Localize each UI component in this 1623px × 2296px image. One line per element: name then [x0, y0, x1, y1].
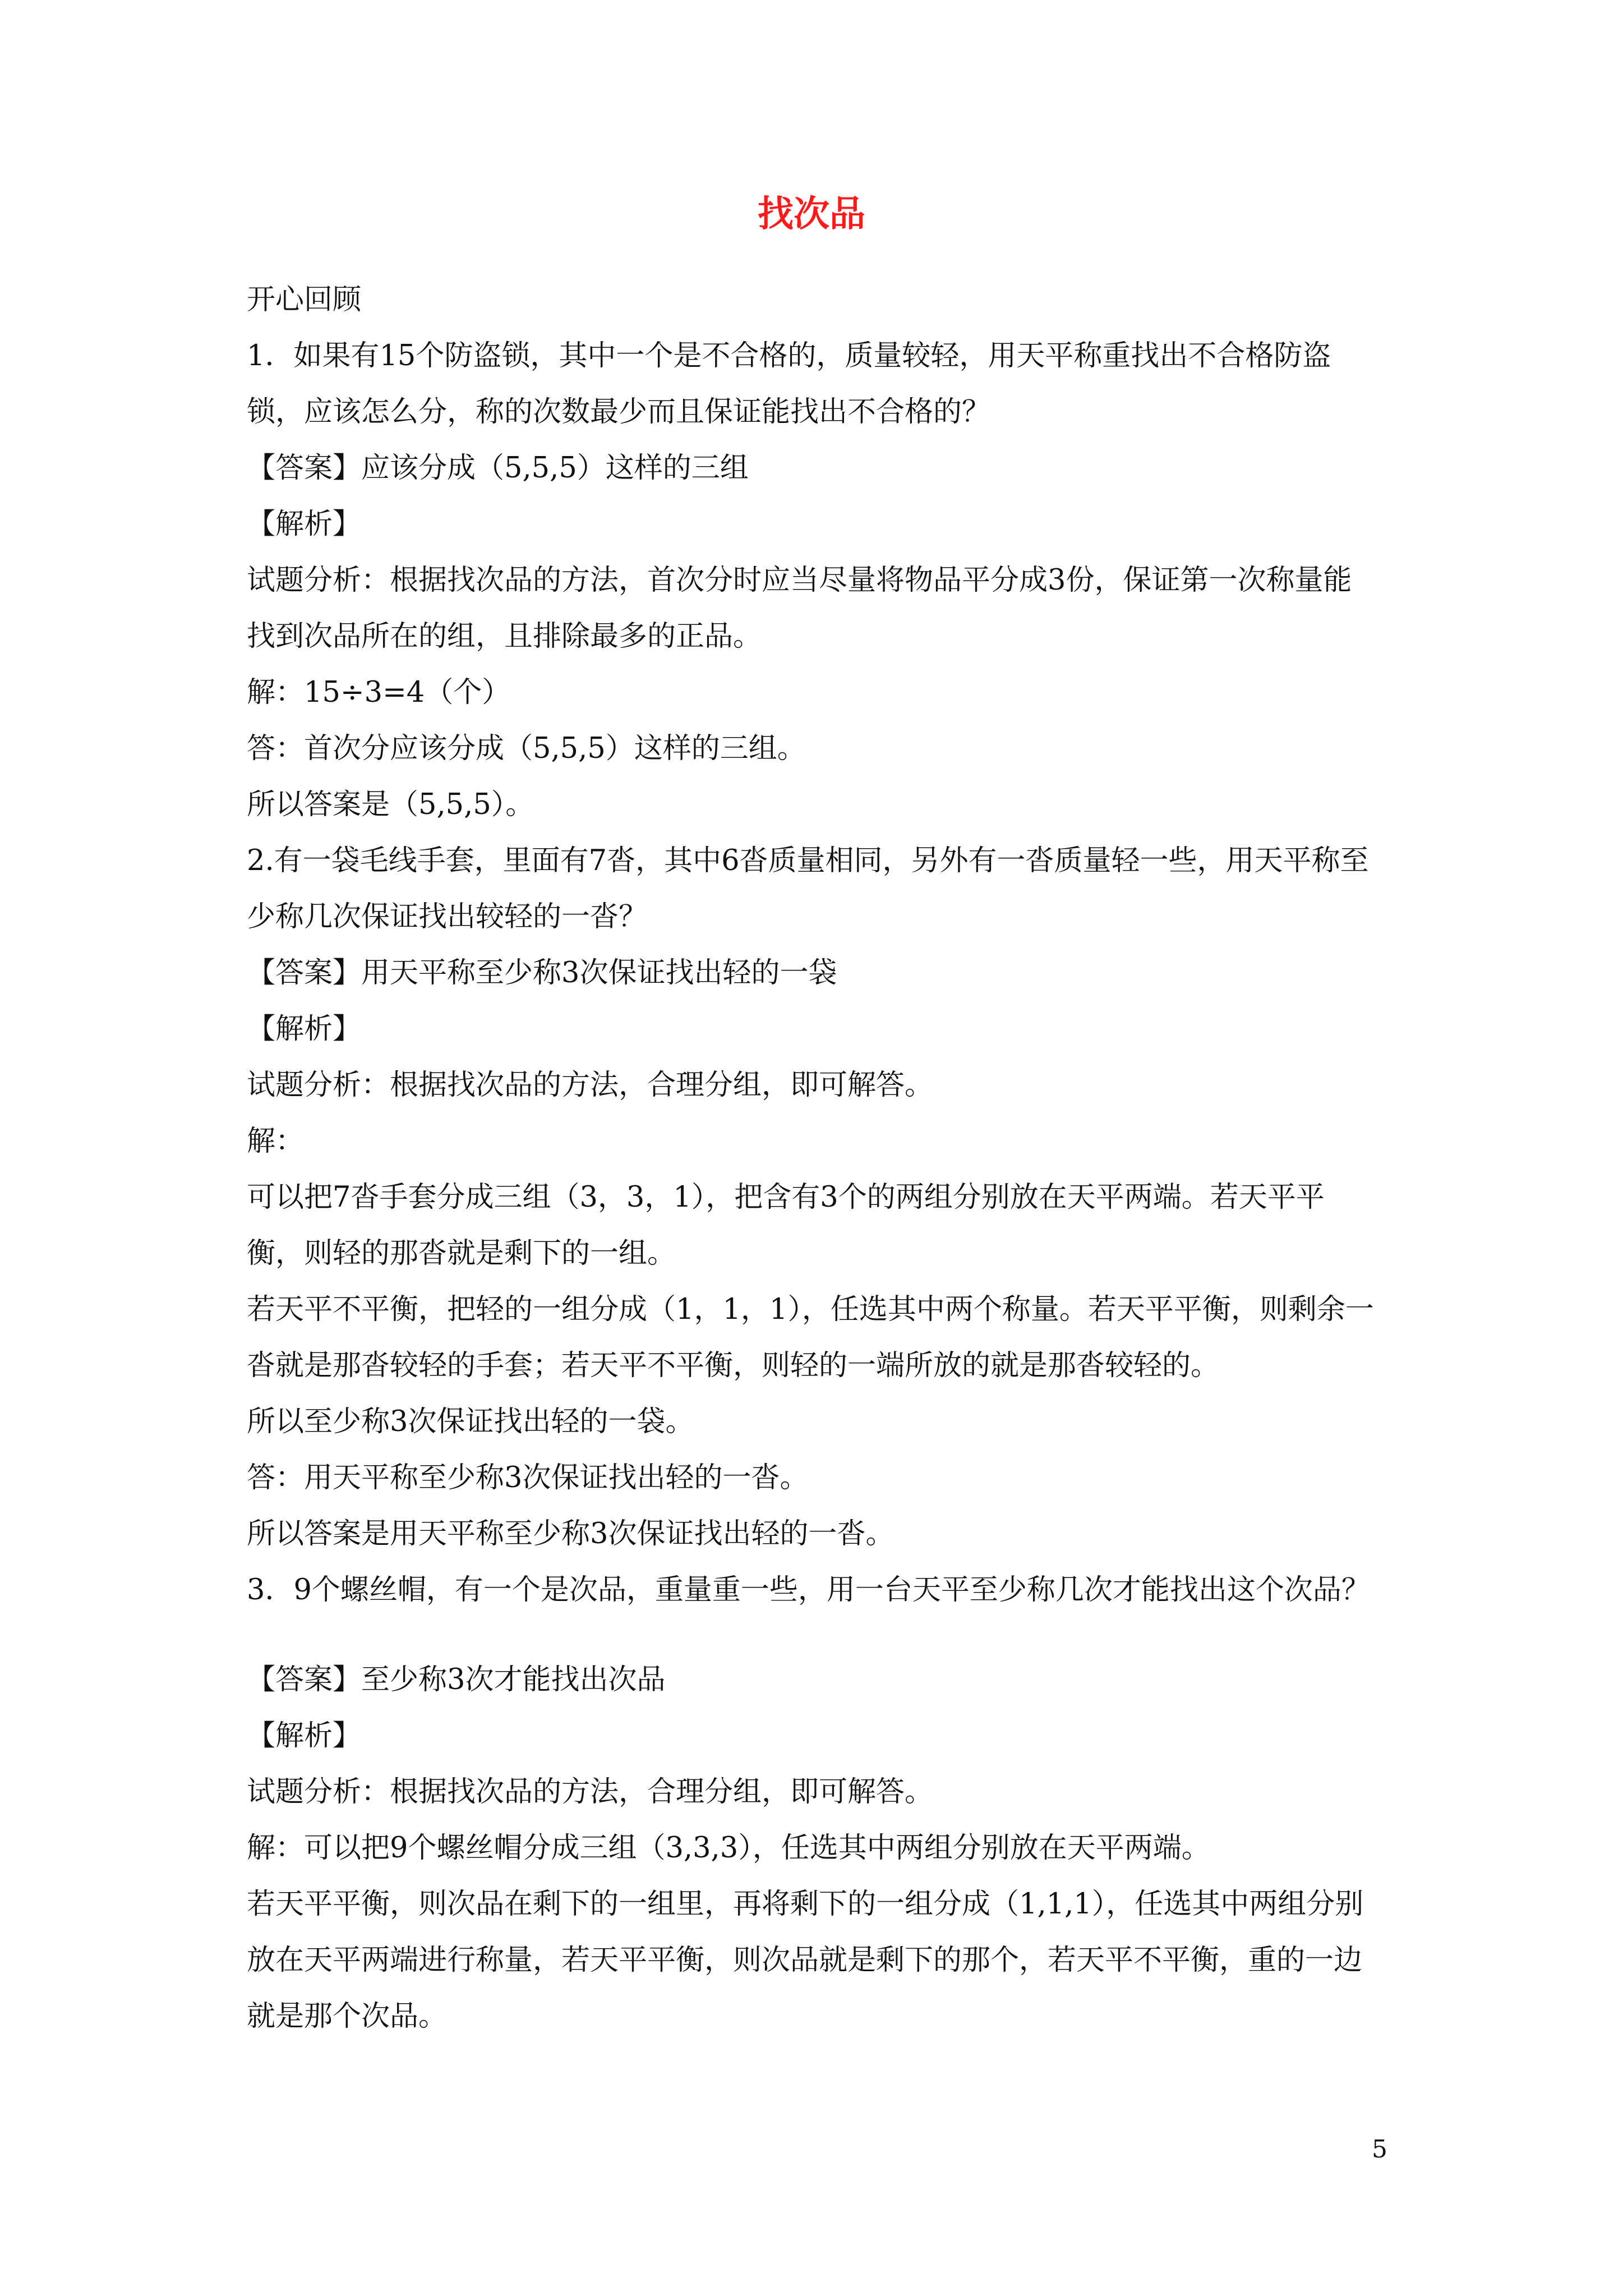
analysis-label-2: 【解析】 [247, 1013, 362, 1046]
reply-1: 答：首次分应该分成（5,5,5）这样的三组。 [247, 732, 806, 765]
solution-3-step-2: 若天平平衡，则次品在剩下的一组里，再将剩下的一组分成（1,1,1），任选其中两组分别放在天平两端进行称量，若天平平衡，则次品就是剩下的那个，若天平不平衡，重的一边就是那个次品。 [247, 1888, 1364, 2033]
page-number: 5 [1372, 2135, 1387, 2164]
answer-1: 【答案】应该分成（5,5,5）这样的三组 [247, 452, 749, 485]
solution-2-result: 所以至少称3次保证找出轻的一袋。 [247, 1405, 694, 1438]
solution-3-step-1: 解：可以把9个螺丝帽分成三组（3,3,3），任选其中两组分别放在天平两端。 [247, 1832, 1210, 1865]
conclusion-1: 所以答案是（5,5,5）。 [247, 788, 534, 821]
solution-1: 解：15÷3=4（个） [247, 676, 511, 709]
solution-2-step-2: 若天平不平衡，把轻的一组分成（1，1，1），任选其中两个称量。若天平平衡，则剩余一沓就是那沓较轻的手套；若天平不平衡，则轻的一端所放的就是那沓较轻的。 [247, 1293, 1374, 1382]
analysis-label-3: 【解析】 [247, 1719, 362, 1752]
solution-label-2: 解： [247, 1125, 305, 1158]
conclusion-2: 所以答案是用天平称至少称3次保证找出轻的一沓。 [247, 1517, 895, 1550]
analysis-text-3: 试题分析：根据找次品的方法，合理分组，即可解答。 [247, 1775, 934, 1809]
answer-2: 【答案】用天平称至少称3次保证找出轻的一袋 [247, 956, 837, 990]
page-title: 找次品 [758, 193, 865, 235]
analysis-label-1: 【解析】 [247, 508, 362, 541]
solution-2-step-1: 可以把7沓手套分成三组（3，3，1），把含有3个的两组分别放在天平两端。若天平平衡，则轻的那沓就是剩下的一组。 [247, 1181, 1325, 1270]
analysis-text-2: 试题分析：根据找次品的方法，合理分组，即可解答。 [247, 1069, 934, 1102]
question-3: 3．9个螺丝帽，有一个是次品，重量重一些，用一台天平至少称几次才能找出这个次品？ [247, 1573, 1370, 1607]
document-body [247, 272, 1380, 2045]
section-heading: 开心回顾 [247, 283, 362, 316]
question-2: 2.有一袋毛线手套，里面有7沓，其中6沓质量相同，另外有一沓质量轻一些，用天平称至少称几次保证找出较轻的一沓？ [247, 844, 1369, 933]
analysis-text-1: 试题分析：根据找次品的方法，首次分时应当尽量将物品平分成3份，保证第一次称量能找到次品所在的组，且排除最多的正品。 [247, 564, 1352, 653]
reply-2: 答：用天平称至少称3次保证找出轻的一沓。 [247, 1461, 809, 1494]
answer-3: 【答案】至少称3次才能找出次品 [247, 1663, 666, 1696]
question-1: 1．如果有15个防盗锁，其中一个是不合格的，质量较轻，用天平称重找出不合格防盗锁，应该怎么分，称的次数最少而且保证能找出不合格的？ [247, 339, 1331, 429]
